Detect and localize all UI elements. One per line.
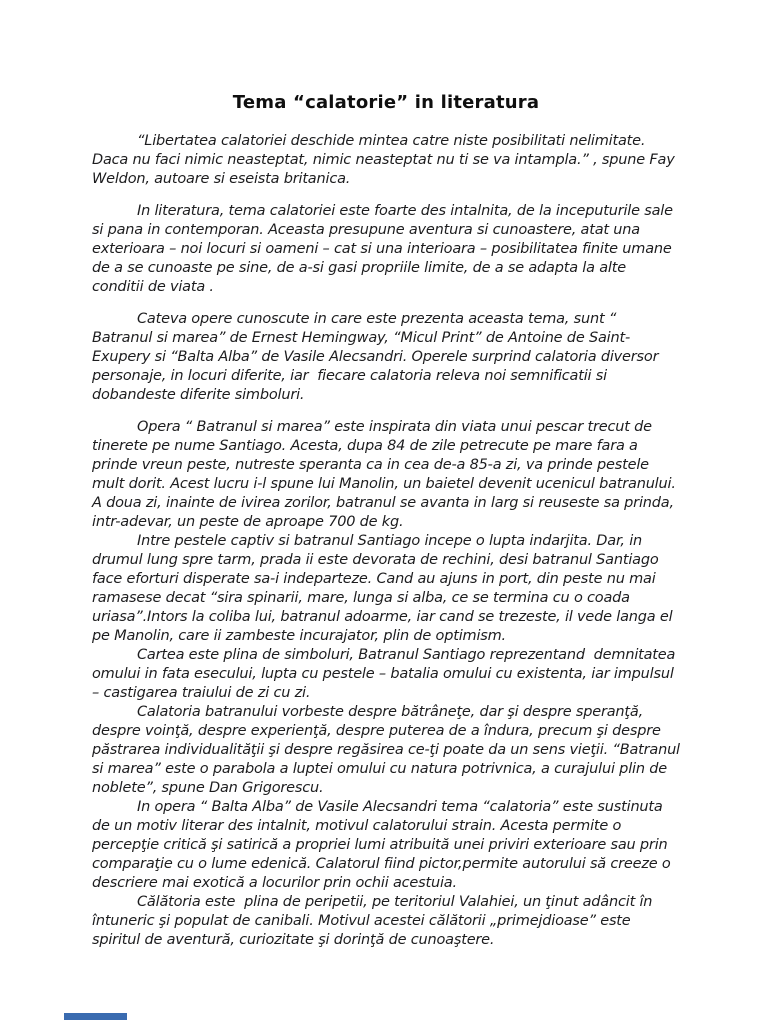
paragraph-lupta-cu-pestele: Intre pestele captiv si batranul Santiago incepe o lupta indarjita. Dar, in drumul lung spre tarm, prada ii este devorata de rechini, desi batranul Santiago face eforturi disperate sa-i indeparteze. Cand au ajuns in port, din peste nu mai ramasese decat “sira spinarii, mare, lunga si alba, ce se termina cu o coada uriasa”.Intors la coliba lui, batranul adoarme, iar cand se trezeste, il vede langa el pe Manolin, care ii zambeste incurajator, plin de optimism. bbox=[92, 533, 677, 644]
paragraph-balta-alba: In opera “ Balta Alba” de Vasile Alecsandri tema “calatoria” este sustinuta de un motiv literar des intalnit, motivul calatorului strain. Acesta permite o percepţie critică şi satirică a propriei lumi atribuită unei priviri exterioare sau prin comparaţie cu o lume edenică. Calatorul fiind pictor,permite autorului să creeze o descriere mai exotică a locurilor prin ochii acestuia. bbox=[92, 799, 676, 891]
document-title: Tema “calatorie” in literatura bbox=[232, 92, 540, 113]
paragraph-opere-cunoscute: Cateva opere cunoscute in care este prezenta aceasta tema, sunt “ Batranul si marea” de Ernest Hemingway, “Micul Print” de Antoine de Saint-Exupery si “Balta Alba” de Vasile Alecsandri. Operele surprind calatoria diversor personaje, in locuri diferite, iar fiecare calatoria releva noi semnificatii si dobandeste diferite simboluri. bbox=[92, 311, 663, 403]
paragraph-batranul-si-marea-intro: Opera “ Batranul si marea” este inspirata din viata unui pescar trecut de tinerete pe nume Santiago. Acesta, dupa 84 de zile petrecute pe mare fara a prinde vreun peste, nutreste speranta ca in cea de-a 85-a zi, va prinde pestele mult dorit. Acest lucru i-l spune lui Manolin, un baietel devenit ucenicul batranului. A doua zi, inainte de ivirea zorilor, batranul se avanta in larg si reuseste sa prinda, intr-adevar, un peste de aproape 700 de kg. bbox=[92, 419, 681, 530]
paragraph-quote-fay-weldon: “Libertatea calatoriei deschide mintea catre niste posibilitati nelimitate. Daca nu faci nimic neasteptat, nimic neasteptat nu ti se va intampla.” , spune Fay Weldon, autoare si eseista britanica. bbox=[92, 133, 680, 187]
document-content bbox=[92, 92, 685, 950]
page-bottom-blue-bar bbox=[64, 1013, 127, 1020]
paragraph-intro-literatura: In literatura, tema calatoriei este foarte des intalnita, de la inceputurile sale si pana in contemporan. Aceasta presupune aventura si cunoastere, atat una exterioara – noi locuri si oameni – cat si una interioara – posibilitatea finite umane de a se cunoaste pe sine, de a-si gasi propriile limite, de a se adapta la alte conditii de viata . bbox=[92, 203, 678, 295]
paragraph-calatoria-valahia: Călătoria este plina de peripetii, pe teritoriul Valahiei, un ţinut adâncit în întuneric şi populat de canibali. Motivul acestei călătorii „primejdioase” este spiritul de aventură, curiozitate şi dorinţă de cunoaştere. bbox=[92, 894, 657, 948]
paragraph-simboluri: Cartea este plina de simboluri, Batranul Santiago reprezentand demnitatea omului in fata esecului, lupta cu pestele – batalia omului cu existenta, iar impulsul – castigarea traiului de zi cu zi. bbox=[92, 647, 680, 701]
paragraph-calatoria-batranului: Calatoria batranului vorbeste despre bătrâneţe, dar şi despre speranţă, despre voinţă, despre experienţă, despre puterea de a îndura, precum şi despre păstrarea individualităţii şi despre regăsirea ce-ţi poate da un sens vieţii. “Batranul si marea” este o parabola a luptei omului cu natura potrivnica, a curajului plin de noblete”, spune Dan Grigorescu. bbox=[92, 704, 685, 796]
